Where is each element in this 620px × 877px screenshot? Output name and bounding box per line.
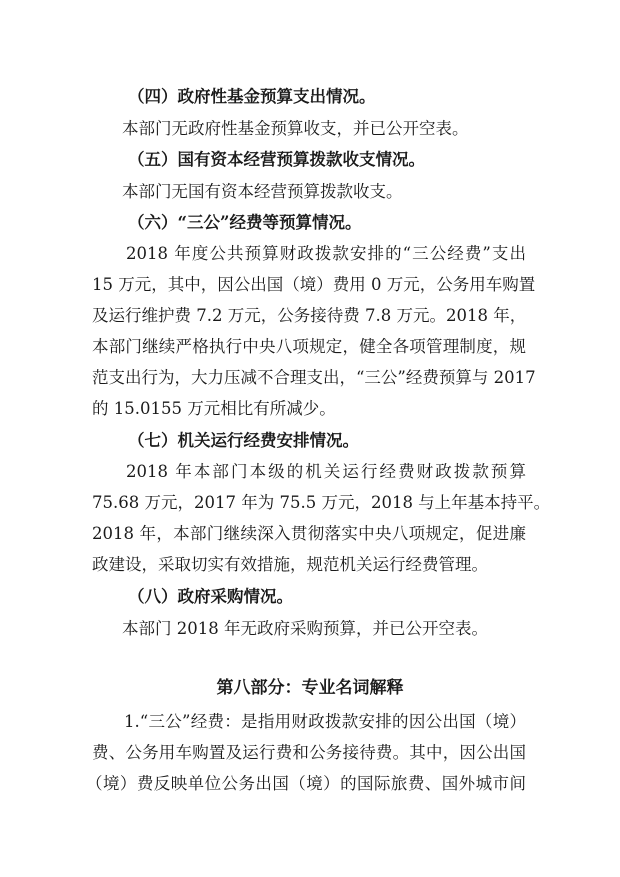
section-5-body-line-1: 本部门无国有资本经营预算拨款收支。: [122, 182, 403, 201]
section-4-body-line-1: 本部门无政府性基金预算收支，并已公开空表。: [122, 119, 469, 138]
section-6-body-line-6: 的 15.0155 万元相比有所减少。: [92, 399, 336, 418]
section-6-body-line-4: 本部门继续严格执行中央八项规定，健全各项管理制度，规: [92, 337, 526, 356]
section-6-body-line-1: 2018 年度公共预算财政拨款安排的“三公经费”支出: [126, 244, 526, 263]
section-6-body-line-2: 15 万元，其中，因公出国（境）费用 0 万元，公务用车购置: [92, 275, 536, 294]
section-heading-5: （五）国有资本经营预算拨款收支情况。: [128, 150, 425, 169]
section-7-body-line-2: 75.68 万元，2017 年为 75.5 万元，2018 与上年基本持平。: [92, 493, 551, 512]
section-7-body-line-1: 2018 年本部门本级的机关运行经费财政拨款预算: [126, 462, 526, 481]
section-heading-8: （八）政府采购情况。: [128, 587, 293, 606]
part-title: 第八部分：专业名词解释: [216, 678, 404, 698]
section-heading-4: （四）政府性基金预算支出情况。: [128, 87, 376, 106]
section-heading-7: （七）机关运行经费安排情况。: [128, 431, 359, 450]
section-heading-6: （六）“三公”经费等预算情况。: [128, 213, 362, 232]
definition-line-1: 1.“三公”经费：是指用财政拨款安排的因公出国（境）: [124, 712, 526, 731]
section-6-body-line-5: 范支出行为，大力压减不合理支出，“三公”经费预算与 2017: [92, 368, 536, 387]
definition-line-3: （境）费反映单位公务出国（境）的国际旅费、国外城市间: [86, 774, 526, 793]
definition-line-2: 费、公务用车购置及运行费和公务接待费。其中，因公出国: [92, 743, 526, 762]
section-7-body-line-3: 2018 年，本部门继续深入贯彻落实中央八项规定，促进廉: [92, 524, 526, 543]
section-8-body-line-1: 本部门 2018 年无政府采购预算，并已公开空表。: [122, 619, 488, 638]
section-6-body-line-3: 及运行维护费 7.2 万元，公务接待费 7.8 万元。2018 年，: [92, 306, 527, 325]
section-7-body-line-4: 政建设，采取切实有效措施，规范机关运行经费管理。: [92, 555, 488, 574]
